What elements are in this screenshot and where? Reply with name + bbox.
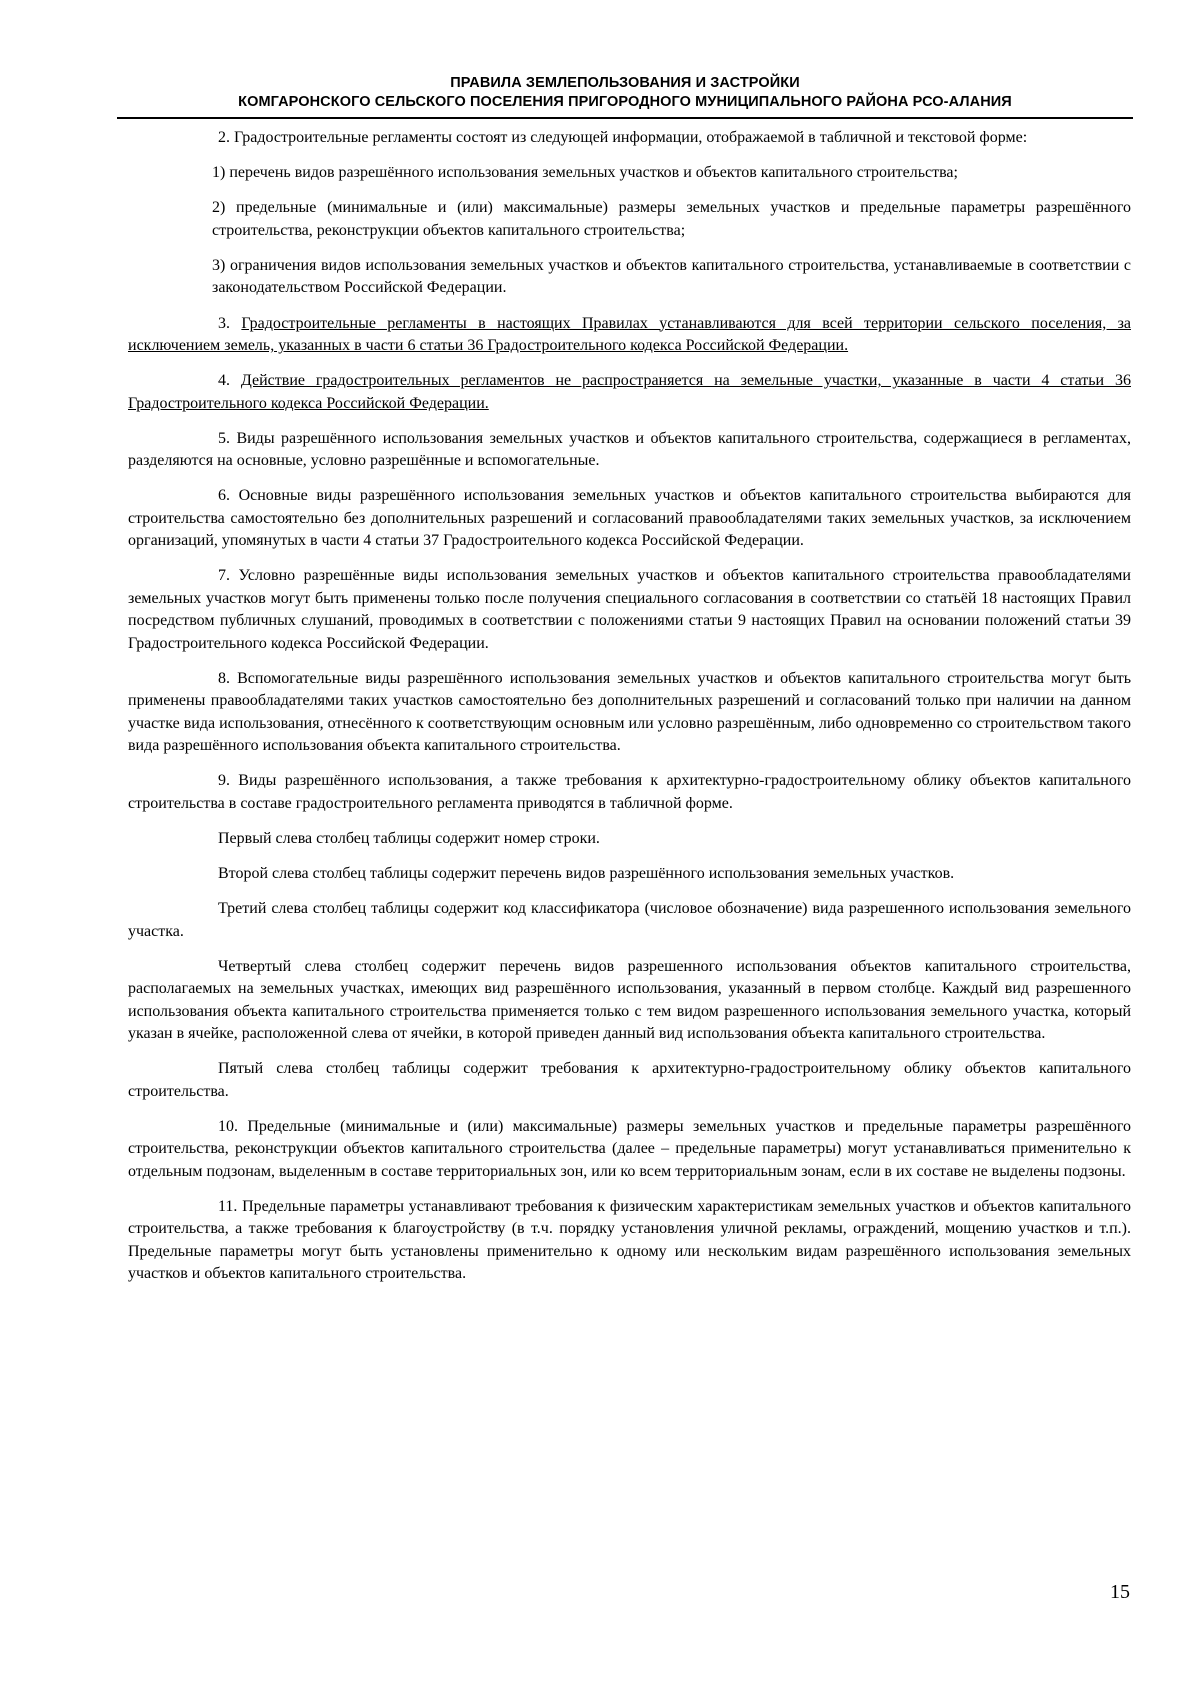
column-4-description: Четвертый слева столбец содержит перечень видов разрешенного использования объектов капитального строительства, располагаемых на земельных участках, имеющих вид разрешённого использования, указанный в первом столбце. Каждый вид разрешенного использования объекта капитального строительства применяется только с тем видом разрешенного использования земельного участка, который указан в ячейке, расположенной слева от ячейки, в которой приведен данный вид использования объекта капитального строительства. (128, 957, 1131, 1043)
column-3-description: Третий слева столбец таблицы содержит код классификатора (числовое обозначение) вида разрешенного использования земельного участка. (128, 900, 1131, 940)
paragraph-3 (128, 313, 1131, 358)
paragraph-2: 2. Градостроительные регламенты состоят из следующей информации, отображаемой в табличной и текстовой форме: (218, 129, 1028, 146)
column-5-description: Пятый слева столбец таблицы содержит требования к архитектурно-градостроительному облику объектов капитального строительства. (128, 1060, 1131, 1100)
paragraph-3-underlined-text: Градостроительные регламенты в настоящих Правилах устанавливаются для всей территории сельского поселения, за исключением земель, указанных в части 6 статьи 36 Градостроительного кодекса Российской Федерации. (128, 314, 1131, 355)
column-2-description: Второй слева столбец таблицы содержит перечень видов разрешённого использования земельных участков. (218, 865, 955, 883)
paragraph-4 (128, 370, 1131, 415)
paragraph-6: 6. Основные виды разрешённого использования земельных участков и объектов капитального строительства выбираются для строительства самостоятельно без дополнительных разрешений и согласований правообладателями таких земельных участков, за исключением организаций, упомянутых в части 4 статьи 37 Градостроительного кодекса Российской Федерации. (128, 487, 1131, 550)
paragraph-7: 7. Условно разрешённые виды использования земельных участков и объектов капитального строительства правообладателями земельных участков могут быть применены только после получения специального согласования в соответствии со статьёй 18 настоящих Правил посредством публичных слушаний, проводимых в соответствии с положениями статьи 9 настоящих Правил на основании положений статьи 39 Градостроительного кодекса Российской Федерации. (128, 567, 1131, 652)
header-divider (117, 117, 1133, 119)
paragraph-4-number: 4. (218, 372, 241, 390)
paragraph-11: 11. Предельные параметры устанавливают требования к физическим характеристикам земельных участков и объектов капитального строительства, а также требования к благоустройству (в т.ч. порядку установления уличной рекламы, ограждений, мощению участков и т.п.). Предельные параметры могут быть установлены применительно к одному или нескольким видам разрешённого использования земельных участков и объектов капитального строительства. (128, 1197, 1131, 1283)
column-1-description: Первый слева столбец таблицы содержит номер строки. (218, 829, 600, 847)
header-title-line-2: КОМГАРОНСКОГО СЕЛЬСКОГО ПОСЕЛЕНИЯ ПРИГОРОДНОГО МУНИЦИПАЛЬНОГО РАЙОНА РСО-АЛАНИЯ (238, 94, 1012, 110)
list-item-3: 3) ограничения видов использования земельных участков и объектов капитального строительства, устанавливаемые в соответствии с законодательством Российской Федерации. (212, 257, 1131, 297)
header-title-line-1: ПРАВИЛА ЗЕМЛЕПОЛЬЗОВАНИЯ И ЗАСТРОЙКИ (450, 75, 800, 91)
paragraph-5: 5. Виды разрешённого использования земельных участков и объектов капитального строительства, содержащиеся в регламентах, разделяются на основные, условно разрешённые и вспомогательные. (128, 429, 1131, 470)
document-header (117, 74, 1133, 112)
paragraph-9: 9. Виды разрешённого использования, а также требования к архитектурно-градостроительному облику объектов капитального строительства в составе градостроительного регламента приводятся в табличной форме. (128, 772, 1131, 812)
list-item-2: 2) предельные (минимальные и (или) максимальные) размеры земельных участков и предельные параметры разрешённого строительства, реконструкции объектов капитального строительства; (212, 199, 1131, 239)
paragraph-3-number: 3. (218, 314, 242, 332)
paragraph-4-underlined-text: Действие градостроительных регламентов не распространяется на земельные участки, указанные в части 4 статьи 36 Градостроительного кодекса Российской Федерации. (128, 372, 1131, 412)
list-item-1: 1) перечень видов разрешённого использования земельных участков и объектов капитального строительства; (212, 164, 958, 182)
paragraph-8: 8. Вспомогательные виды разрешённого использования земельных участков и объектов капитального строительства могут быть применены правообладателями таких участков самостоятельно без дополнительных разрешений и согласований только при наличии на данном участке вида использования, отнесённого к соответствующим основным или условно разрешённым, либо одновременно со строительством такого вида разрешённого использования объекта капитального строительства. (128, 669, 1131, 755)
paragraph-10: 10. Предельные (минимальные и (или) максимальные) размеры земельных участков и предельные параметры разрешённого строительства, реконструкции объектов капитального строительства (далее – предельные параметры) могут устанавливаться применительно к отдельным подзонам, выделенным в составе территориальных зон, или ко всем территориальным зонам, если в их составе не выделены подзоны. (128, 1117, 1131, 1180)
page-number: 15 (1110, 1581, 1130, 1603)
document-body (128, 127, 1131, 1298)
